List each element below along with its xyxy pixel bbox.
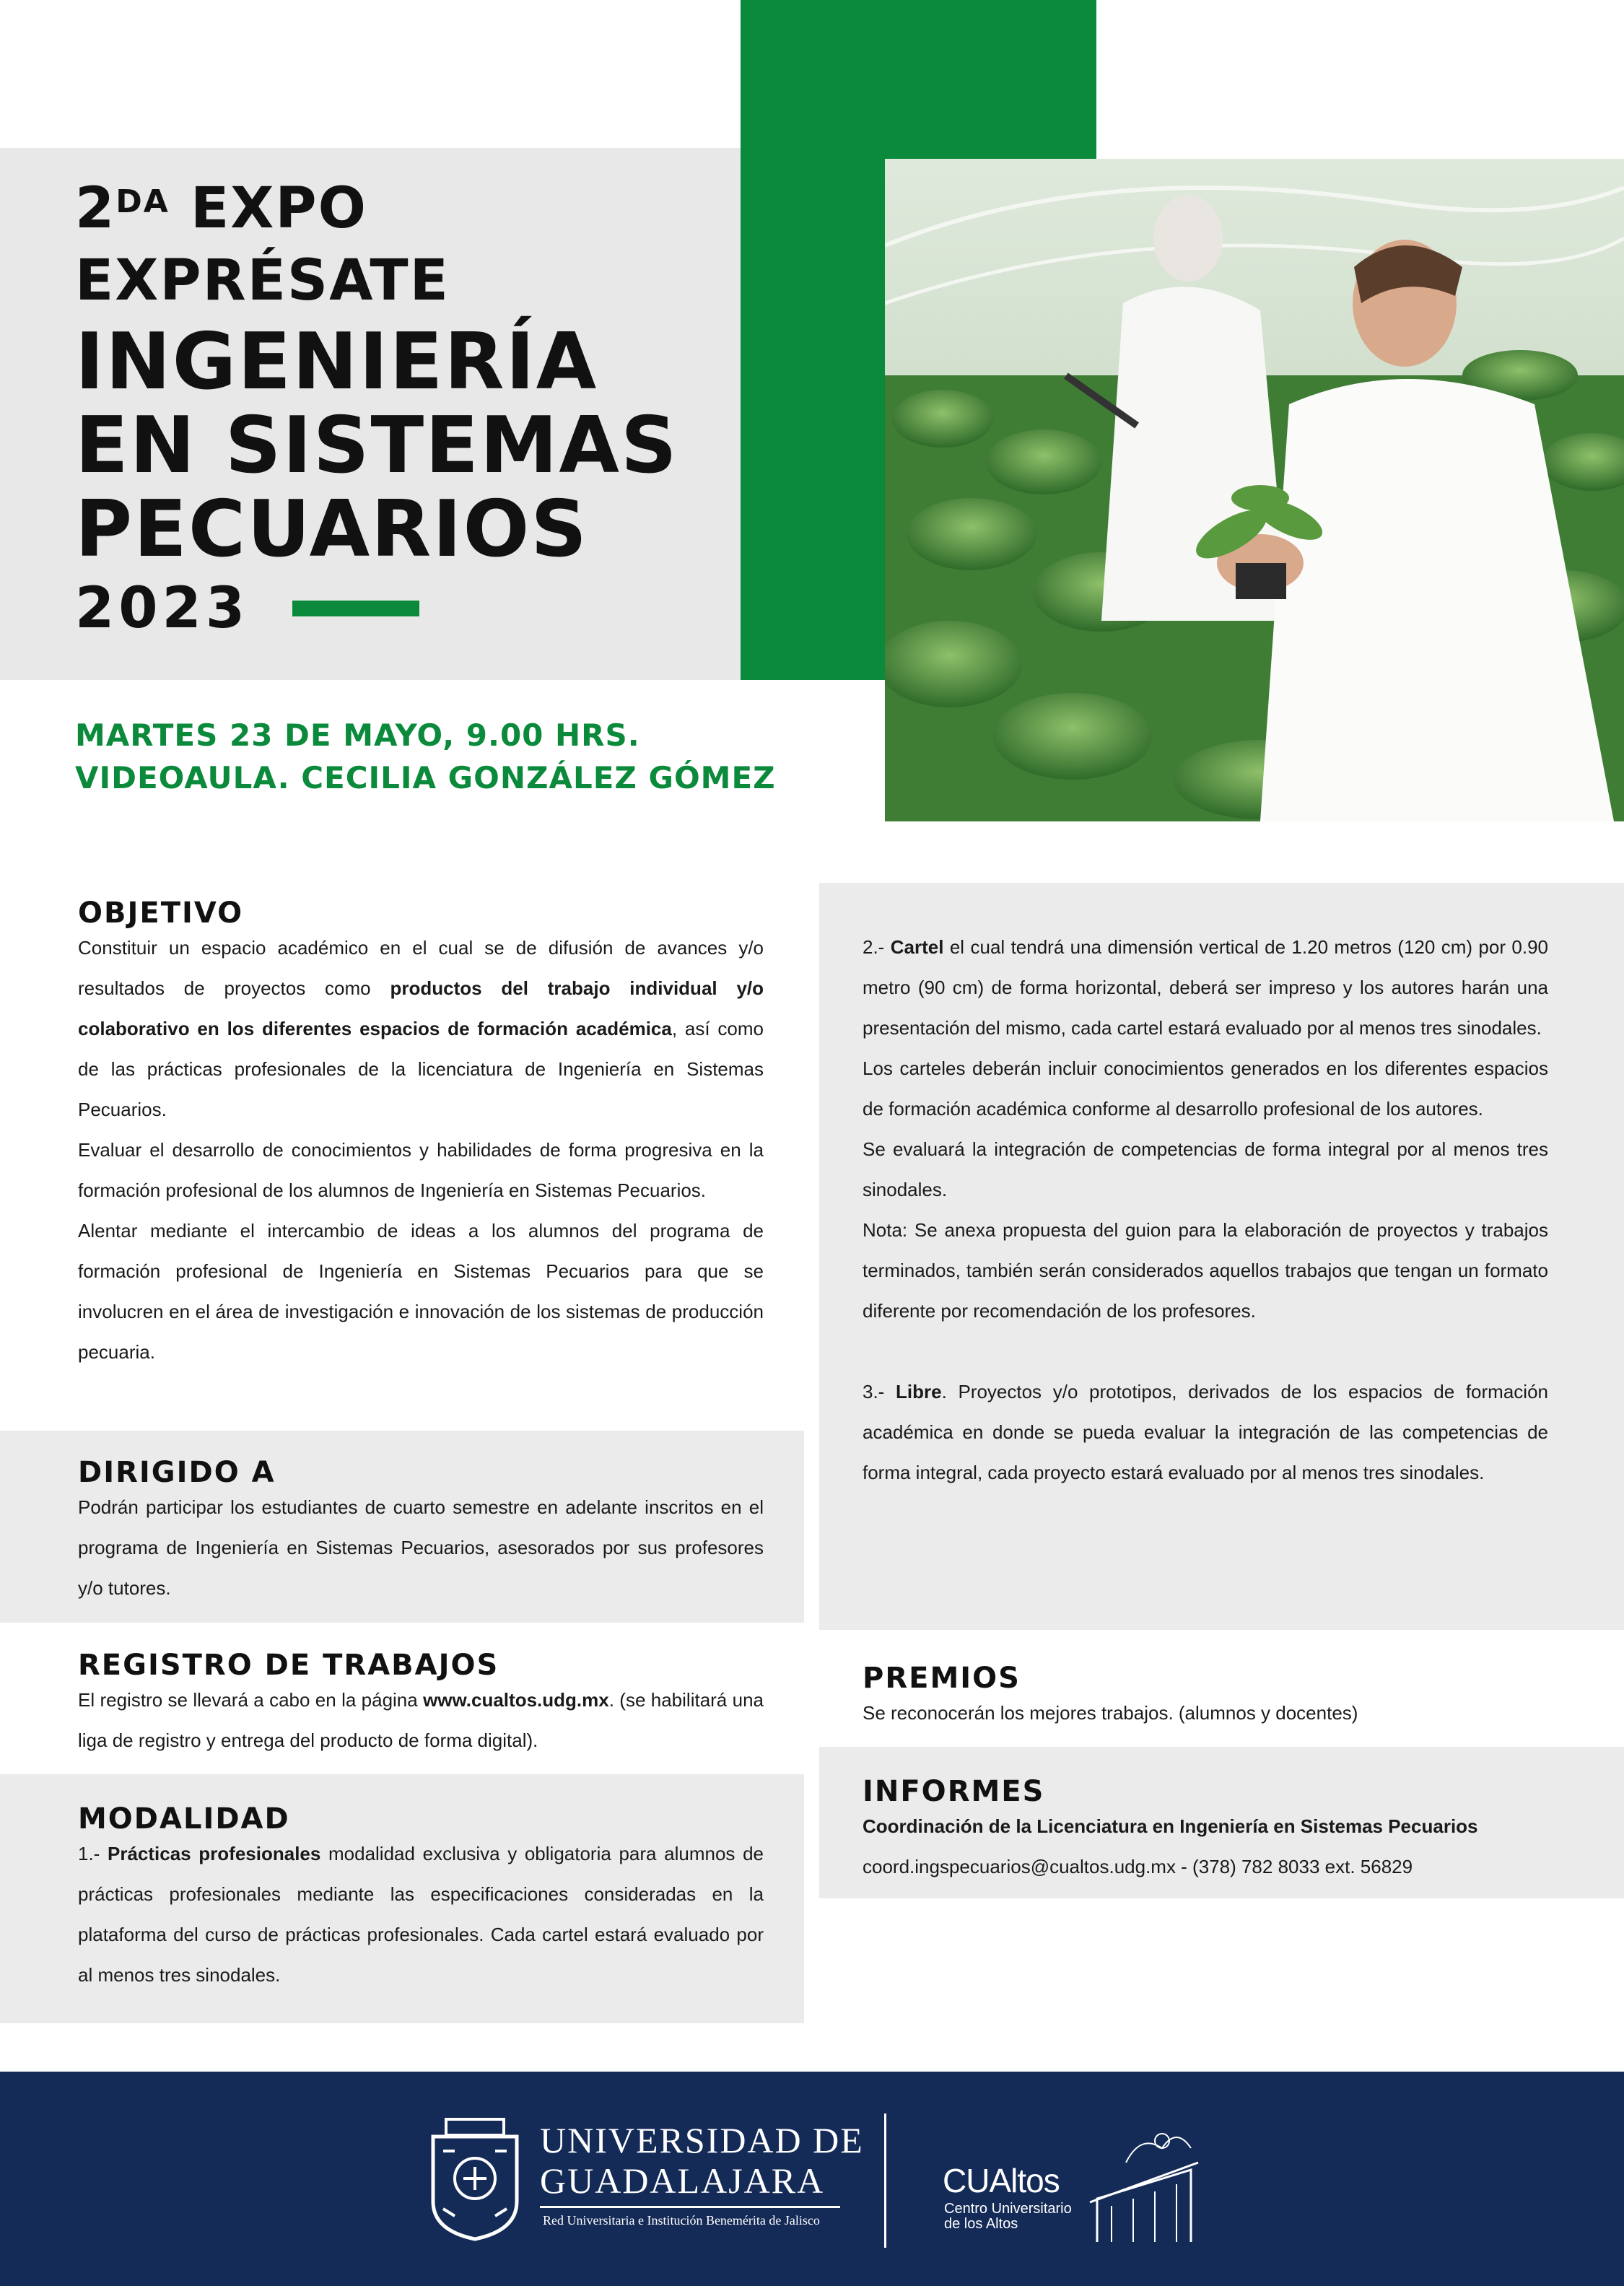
- title-ordinal-suffix: DA: [115, 183, 170, 220]
- section-dirigido: [78, 1458, 764, 1608]
- registro-text: [78, 1680, 764, 1761]
- cualtos-subtitle-2: de los Altos: [944, 2216, 1018, 2232]
- modalidad-3-title: Libre: [896, 1381, 942, 1402]
- modalidad-2-number: 2.-: [863, 936, 891, 958]
- section-premios: [863, 1664, 1548, 1733]
- udg-rule: [540, 2206, 840, 2208]
- modalidad-2-paragraph-2: Los carteles deberán incluir conocimientos generados en los diferentes espacios de formación académica conforme al desarrollo profesional de los autores.: [863, 1057, 1548, 1120]
- modalidad-2-body: [863, 927, 1548, 1493]
- event-venue: VIDEOAULA. CECILIA GONZÁLEZ GÓMEZ: [75, 759, 776, 795]
- udg-name-line-1: UNIVERSIDAD DE: [540, 2120, 864, 2160]
- modalidad-1: [78, 1833, 764, 1995]
- objetivo-paragraph-2: Evaluar el desarrollo de conocimientos y habilidades de forma progresiva en la formación profesional de los alumnos de Ingeniería en Sistemas Pecuarios.: [78, 1139, 764, 1201]
- title-line-1: [75, 176, 678, 241]
- title-line-4: EN SISTEMAS: [75, 401, 678, 492]
- footer: [0, 2072, 1624, 2286]
- objetivo-p1-text: Constituir un espacio académico en el cual se de difusión de avances y/o resultados de proyectos como: [78, 937, 764, 999]
- registro-heading: REGISTRO DE TRABAJOS: [78, 1649, 499, 1682]
- title-ordinal: 2: [75, 176, 116, 241]
- title-green-dash: [292, 601, 419, 616]
- informes-contact[interactable]: coord.ingspecuarios@cualtos.udg.mx - (378) 782 8033 ext. 56829: [863, 1856, 1413, 1877]
- section-modalidad: [78, 1802, 764, 1995]
- dirigido-body: [78, 1487, 764, 1608]
- informes-org: [863, 1806, 1584, 1846]
- footer-divider: [884, 2113, 886, 2248]
- title-year: 2023: [75, 575, 250, 641]
- udg-subtitle: Red Universitaria e Institución Benemérita de Jalisco: [543, 2213, 820, 2228]
- premios-heading: PREMIOS: [863, 1662, 1021, 1695]
- modalidad-1-body: [78, 1833, 764, 1995]
- objetivo-heading: OBJETIVO: [78, 896, 244, 930]
- title-year-row: [75, 575, 678, 641]
- cualtos-building-icon: [1083, 2119, 1205, 2249]
- event-info: [75, 715, 776, 800]
- modalidad-2: [863, 927, 1548, 1048]
- title-line-2: EXPRÉSATE: [75, 248, 450, 313]
- objetivo-body: [78, 928, 764, 1372]
- section-objetivo: [78, 896, 764, 1372]
- modalidad-3: [863, 1371, 1548, 1493]
- cualtos-subtitle-1: Centro Universitario: [944, 2201, 1072, 2217]
- title-line-3: INGENIERÍA: [75, 317, 598, 408]
- informes-body: [863, 1806, 1584, 1887]
- title-expo: EXPO: [169, 176, 367, 241]
- cualtos-name: CUAltos: [943, 2162, 1060, 2199]
- section-informes: [863, 1777, 1584, 1887]
- informes-heading: INFORMES: [863, 1775, 1045, 1808]
- objetivo-p1-bold: productos del trabajo individual y/o colaborativo en los diferentes espacios de formación académica: [78, 977, 764, 1039]
- modalidad-2-text: el cual tendrá una dimensión vertical de 1.20 metros (120 cm) por 0.90 metro (90 cm) de forma horizontal, deberá ser impreso y los autores harán una presentación del mismo, cada cartel estará evaluado por al menos tres sinodales.: [863, 936, 1548, 1039]
- modalidad-heading: MODALIDAD: [78, 1802, 290, 1836]
- registro-link[interactable]: www.cualtos.udg.mx: [423, 1689, 609, 1711]
- premios-text: Se reconocerán los mejores trabajos. (alumnos y docentes): [863, 1702, 1358, 1724]
- dirigido-text: Podrán participar los estudiantes de cuarto semestre en adelante inscritos en el programa de Ingeniería en Sistemas Pecuarios, asesorados por sus profesores y/o tutores.: [78, 1496, 764, 1599]
- modalidad-2-note: Nota: Se anexa propuesta del guion para la elaboración de proyectos y trabajos terminados, también serán considerados aquellos trabajos que tengan un formato diferente por recomendación de los profesores.: [863, 1219, 1548, 1322]
- section-modalidad-continued: [863, 927, 1548, 1493]
- modalidad-1-number: 1.-: [78, 1843, 108, 1864]
- greenhouse-photo-illustration: [885, 159, 1624, 821]
- dirigido-heading: DIRIGIDO A: [78, 1456, 276, 1489]
- section-registro: [78, 1651, 764, 1761]
- modalidad-3-text: . Proyectos y/o prototipos, derivados de los espacios de formación académica en donde se pueda evaluar la integración de las competencias de forma integral, cada proyecto estará evaluado por al menos tres sinodales.: [863, 1381, 1548, 1483]
- modalidad-1-title: Prácticas profesionales: [108, 1843, 321, 1864]
- modalidad-2-paragraph-3: Se evaluará la integración de competencias de forma integral por al menos tres sinodales.: [863, 1138, 1548, 1200]
- title-line-5: PECUARIOS: [75, 484, 589, 575]
- cualtos-subtitle: [944, 2202, 1072, 2232]
- registro-text-post: . (se habilitará una liga de registro y entrega del producto de forma digital).: [78, 1689, 764, 1751]
- registro-body: [78, 1680, 764, 1761]
- modalidad-2-title: Cartel: [890, 936, 944, 958]
- greenhouse-photo: [885, 159, 1624, 821]
- objetivo-p1-end: , así como de las prácticas profesionales de la licenciatura de Ingeniería en Sistemas Pecuarios.: [78, 1018, 764, 1120]
- event-date: MARTES 23 DE MAYO, 9.00 HRS.: [75, 717, 640, 753]
- registro-text-pre: El registro se llevará a cabo en la página: [78, 1689, 424, 1711]
- udg-name-line-2: GUADALAJARA: [540, 2160, 825, 2201]
- udg-seal-icon: [426, 2115, 524, 2242]
- modalidad-1-text: modalidad exclusiva y obligatoria para alumnos de prácticas profesionales mediante las especificaciones consideradas en la plataforma del curso de prácticas profesionales. Cada cartel estará evaluado por al menos tres sinodales.: [78, 1843, 764, 1986]
- objetivo-paragraph-1: [78, 928, 764, 1130]
- informes-org-text: Coordinación de la Licenciatura en Ingeniería en Sistemas Pecuarios: [863, 1815, 1478, 1837]
- modalidad-3-number: 3.-: [863, 1381, 896, 1402]
- objetivo-paragraph-3: Alentar mediante el intercambio de ideas a los alumnos del programa de formación profesional de Ingeniería en Sistemas Pecuarios para que se involucren en el área de investigación e innovación de los sistemas de producción pecuaria.: [78, 1220, 764, 1363]
- poster-title: [75, 176, 678, 641]
- premios-body: [863, 1693, 1548, 1733]
